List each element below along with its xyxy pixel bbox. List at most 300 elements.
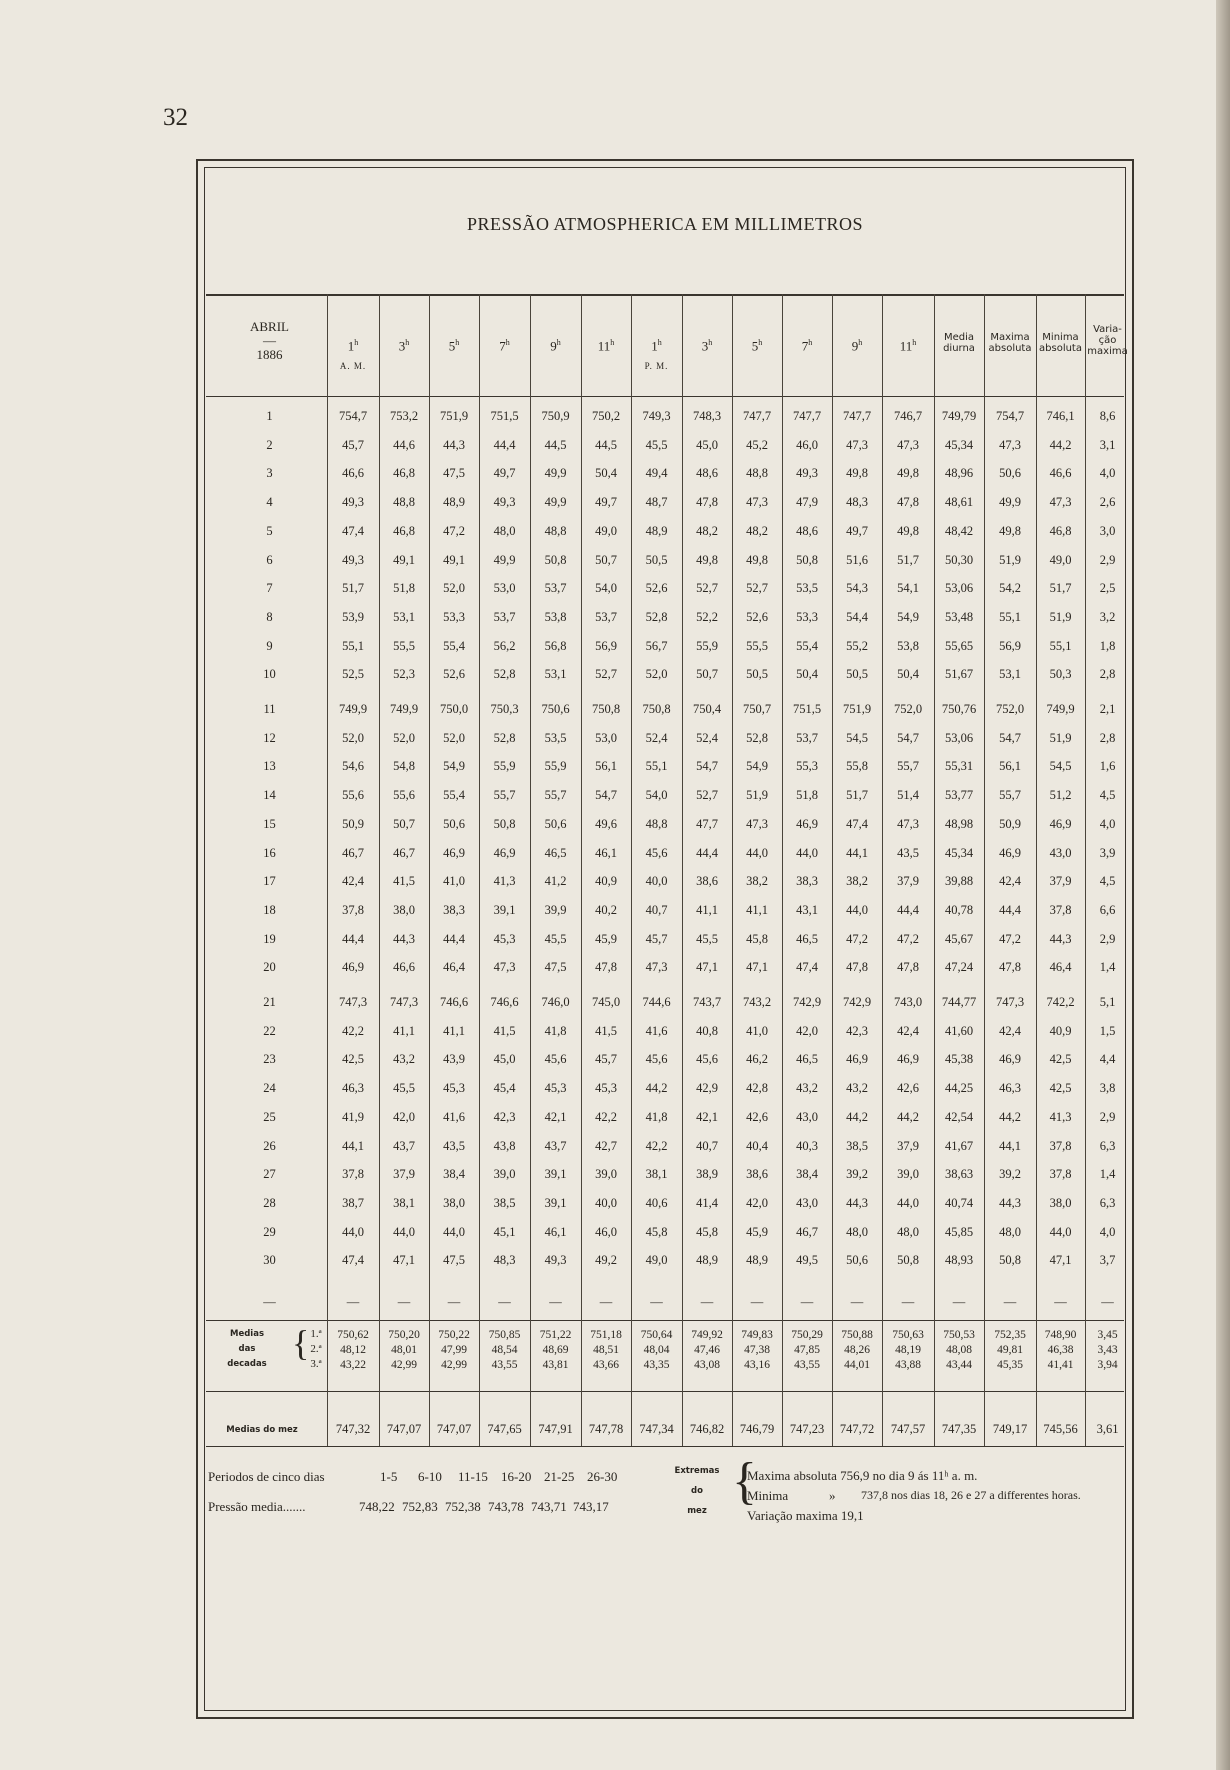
table-cell: 49,9 — [493, 552, 516, 567]
table-cell: 44,2 — [999, 1109, 1021, 1124]
table-cell: 41,3 — [493, 874, 516, 889]
table-cell: 743,7 — [692, 995, 722, 1009]
table-cell: 42,5 — [342, 1052, 364, 1067]
absolute-max-line: Maxima absoluta 756,9 no dia 9 ás 11ʰ a. m. — [747, 1468, 978, 1483]
dash-cell: — — [901, 1295, 915, 1309]
hour-number: 7 — [801, 338, 809, 354]
table-cell: 48,8 — [645, 816, 668, 831]
table-cell: 46,0 — [595, 1224, 617, 1239]
decade-cell: 751,22 — [539, 1329, 572, 1341]
footer-top-rule — [206, 1446, 1124, 1447]
header-media1: Media — [943, 332, 975, 343]
table-cell: 45,5 — [645, 437, 668, 452]
table-cell: 44,0 — [897, 1195, 919, 1210]
row-day: 18 — [263, 902, 276, 917]
table-cell: 52,0 — [645, 667, 668, 682]
table-cell: 55,4 — [796, 638, 818, 653]
periods-label: Periodos de cinco dias — [208, 1469, 325, 1484]
decade-cell: 47,46 — [694, 1344, 720, 1356]
table-cell: 46,9 — [796, 816, 818, 831]
table-cell: 43,0 — [1049, 845, 1072, 860]
table-cell: 39,1 — [493, 902, 516, 917]
table-cell: 50,8 — [999, 1253, 1021, 1268]
table-cell: 42,4 — [999, 1023, 1021, 1038]
table-cell: 45,9 — [595, 931, 617, 946]
table-cell: 50,8 — [796, 552, 818, 567]
header-minima2: absoluta — [1039, 343, 1082, 354]
table-cell: 49,8 — [999, 523, 1021, 538]
table-cell: 37,9 — [393, 1167, 415, 1182]
table-cell: 53,7 — [493, 609, 516, 624]
table-cell: 44,3 — [846, 1195, 868, 1210]
table-cell: 55,1 — [1049, 638, 1072, 653]
table-cell: 49,7 — [493, 466, 516, 481]
table-cell: 48,7 — [645, 495, 668, 510]
table-cell: 746,0 — [541, 995, 570, 1009]
table-cell: 48,3 — [846, 495, 868, 510]
table-cell: 46,9 — [1049, 816, 1072, 831]
table-cell: 44,0 — [796, 845, 818, 860]
row-day: 21 — [263, 995, 276, 1009]
hour-suffix: h — [657, 338, 662, 347]
table-cell: 41,2 — [544, 874, 567, 889]
table-cell: 38,3 — [443, 902, 465, 917]
table-cell: 42,8 — [746, 1081, 768, 1096]
table-cell: 52,7 — [595, 667, 617, 682]
table-cell: 47,4 — [846, 816, 868, 831]
table-cell: 48,42 — [944, 523, 974, 538]
header-minima — [1036, 332, 1085, 382]
hour-number: 1 — [347, 338, 355, 354]
table-cell: 42,5 — [1049, 1052, 1072, 1067]
table-cell: 742,9 — [792, 995, 822, 1009]
table-cell: 49,3 — [493, 495, 516, 510]
table-cell: 43,5 — [897, 845, 919, 860]
table-cell: 748,3 — [692, 409, 722, 423]
table-cell: 2,9 — [1099, 931, 1116, 946]
table-cell: 38,63 — [944, 1167, 974, 1182]
table-cell: 48,6 — [796, 523, 818, 538]
table-cell: 49,8 — [897, 466, 919, 481]
table-cell: 53,7 — [595, 609, 617, 624]
decade-label-line: das — [238, 1344, 256, 1354]
dash-cell: — — [447, 1295, 461, 1309]
decade-cell: 749,92 — [691, 1329, 723, 1341]
table-cell: 44,2 — [846, 1109, 868, 1124]
table-cell: 43,2 — [393, 1052, 415, 1067]
minima-ditto: » — [829, 1488, 836, 1503]
table-cell: 55,65 — [944, 638, 974, 653]
table-cell: 53,1 — [999, 667, 1021, 682]
hour-number: 11 — [899, 338, 913, 354]
decade-cell: 3,94 — [1097, 1359, 1118, 1371]
table-cell: 42,0 — [393, 1109, 415, 1124]
table-cell: 41,1 — [393, 1023, 415, 1038]
table-cell: 48,9 — [746, 1253, 768, 1268]
dash-cell: — — [1054, 1295, 1067, 1309]
table-cell: 53,3 — [443, 609, 465, 624]
row-day: 2 — [266, 437, 273, 452]
table-cell: 54,2 — [999, 581, 1021, 596]
decade-cell: 43,35 — [643, 1359, 670, 1371]
dash-cell: — — [850, 1295, 864, 1309]
table-cell: 44,25 — [944, 1081, 974, 1096]
table-cell: 44,1 — [999, 1138, 1021, 1153]
table-cell: 49,0 — [1049, 552, 1072, 567]
table-cell: 44,0 — [1049, 1224, 1072, 1239]
table-cell: 37,8 — [342, 902, 364, 917]
table-cell: 50,3 — [1049, 667, 1072, 682]
table-cell: 55,7 — [544, 788, 567, 803]
dash-cell: — — [650, 1295, 663, 1309]
table-cell: 46,4 — [443, 960, 465, 975]
page-number: 32 — [163, 104, 188, 131]
row-day: 17 — [263, 874, 276, 889]
table-cell: 47,4 — [796, 960, 818, 975]
table-cell: 46,1 — [595, 845, 617, 860]
extremas-label-line: Extremas — [674, 1466, 720, 1476]
table-cell: 47,2 — [897, 931, 919, 946]
table-cell: 4,5 — [1099, 874, 1116, 889]
table-cell: 43,5 — [443, 1138, 465, 1153]
table-cell: 45,5 — [393, 1081, 415, 1096]
month-mean-cell: 3,61 — [1096, 1422, 1119, 1436]
decade-cell: 3,43 — [1097, 1344, 1118, 1356]
table-cell: 44,4 — [696, 845, 718, 860]
header-hour-8 — [682, 336, 732, 376]
table-cell: 37,8 — [342, 1167, 364, 1182]
month-mean-cell: 747,72 — [839, 1422, 875, 1436]
pressure-value: 743,78 — [488, 1499, 524, 1514]
table-cell: 56,1 — [595, 759, 617, 774]
period-range: 16-20 — [501, 1469, 532, 1484]
table-cell: 47,3 — [1049, 495, 1072, 510]
table-cell: 47,24 — [944, 960, 974, 975]
table-cell: 40,7 — [696, 1138, 718, 1153]
hour-suffix: h — [708, 338, 713, 347]
table-cell: 38,5 — [846, 1138, 868, 1153]
table-cell: 46,5 — [796, 1052, 818, 1067]
table-cell: 747,3 — [338, 995, 368, 1009]
header-media — [934, 332, 984, 382]
table-cell: 750,4 — [692, 702, 722, 716]
decade-cell: 48,26 — [844, 1344, 870, 1356]
table-cell: 49,9 — [999, 495, 1021, 510]
table-cell: 42,5 — [1049, 1081, 1072, 1096]
table-cell: 47,3 — [897, 437, 919, 452]
table-cell: 39,0 — [493, 1167, 516, 1182]
header-bottom-rule — [206, 396, 1124, 397]
table-cell: 53,48 — [944, 609, 974, 624]
table-cell: 37,9 — [897, 874, 919, 889]
header-maxima1: Maxima — [990, 332, 1030, 343]
table-cell: 39,0 — [595, 1167, 617, 1182]
table-cell: 2,1 — [1099, 702, 1116, 716]
hour-suffix: h — [556, 338, 561, 347]
table-cell: 55,8 — [846, 759, 868, 774]
table-cell: 45,3 — [443, 1081, 465, 1096]
table-cell: 47,1 — [393, 1253, 415, 1268]
dash-cell: — — [549, 1295, 562, 1309]
table-cell: 38,1 — [645, 1167, 668, 1182]
row-day: 22 — [263, 1023, 276, 1038]
table-cell: 45,5 — [544, 931, 567, 946]
table-cell: 55,5 — [393, 638, 415, 653]
table-cell: 45,85 — [944, 1224, 974, 1239]
header-maxima2: absoluta — [988, 343, 1032, 354]
table-cell: 44,2 — [1049, 437, 1072, 452]
table-cell: 53,7 — [544, 581, 567, 596]
table-cell: 747,7 — [842, 409, 872, 423]
table-cell: 45,9 — [746, 1224, 768, 1239]
hour-suffix: h — [505, 338, 510, 347]
table-cell: 744,6 — [642, 995, 671, 1009]
table-cell: 49,0 — [645, 1253, 668, 1268]
table-cell: 49,1 — [443, 552, 465, 567]
month-means-label: Medias do mez — [226, 1425, 298, 1435]
table-cell: 52,6 — [746, 609, 768, 624]
header-top-rule — [206, 294, 1124, 296]
table-cell: 54,8 — [393, 759, 415, 774]
table-cell: 750,6 — [541, 702, 570, 716]
row-day: 9 — [266, 638, 273, 653]
decade-cell: 750,88 — [841, 1329, 873, 1341]
period-range: 1-5 — [380, 1469, 398, 1484]
table-cell: 754,7 — [995, 409, 1025, 423]
table-cell: 47,8 — [897, 960, 919, 975]
table-cell: 46,0 — [796, 437, 818, 452]
table-cell: 48,0 — [999, 1224, 1021, 1239]
table-cell: 45,34 — [944, 845, 974, 860]
row-day: 11 — [263, 702, 276, 716]
table-cell: 1,8 — [1099, 638, 1116, 653]
decade-label-line: Medias — [229, 1329, 265, 1339]
table-cell: 49,8 — [746, 552, 768, 567]
table-cell: 55,5 — [746, 638, 768, 653]
table-cell: 47,9 — [796, 495, 818, 510]
table-cell: 41,1 — [746, 902, 768, 917]
table-cell: 40,4 — [746, 1138, 768, 1153]
month-mean-cell: 747,07 — [436, 1422, 472, 1436]
table-cell: 3,8 — [1099, 1081, 1116, 1096]
table-cell: 52,0 — [443, 581, 465, 596]
table-cell: 48,3 — [493, 1253, 516, 1268]
decade-cell: 750,62 — [337, 1329, 369, 1341]
table-cell: 4,0 — [1099, 466, 1116, 481]
table-cell: 46,5 — [544, 845, 567, 860]
table-cell: 37,8 — [1049, 1167, 1072, 1182]
table-cell: 41,0 — [746, 1023, 768, 1038]
table-cell: 44,4 — [999, 902, 1021, 917]
extremas-brace: { — [732, 1453, 757, 1510]
month-mean-cell: 746,79 — [739, 1422, 775, 1436]
table-cell: 47,4 — [342, 1253, 364, 1268]
table-cell: 49,8 — [897, 523, 919, 538]
table-cell: 49,3 — [796, 466, 818, 481]
table-cell: 42,3 — [493, 1109, 516, 1124]
table-cell: 2,9 — [1099, 1109, 1116, 1124]
table-cell: 55,31 — [944, 759, 974, 774]
table-cell: 46,8 — [1049, 523, 1072, 538]
table-cell: 42,7 — [595, 1138, 617, 1153]
table-cell: 47,8 — [595, 960, 617, 975]
table-cell: 41,8 — [645, 1109, 668, 1124]
dash-cell: — — [397, 1295, 411, 1309]
table-cell: 50,7 — [393, 816, 415, 831]
table-cell: 45,4 — [493, 1081, 516, 1096]
table-cell: 2,8 — [1099, 730, 1116, 745]
table-cell: 4,5 — [1099, 788, 1116, 803]
header-year: 1886 — [256, 347, 283, 362]
table-cell: 45,6 — [645, 845, 668, 860]
table-cell: 45,3 — [595, 1081, 617, 1096]
table-cell: 37,9 — [897, 1138, 919, 1153]
table-cell: 45,2 — [746, 437, 768, 452]
table-cell: 43,1 — [796, 902, 818, 917]
header-variacao1: Varia- — [1093, 324, 1122, 335]
decade-cell: 43,44 — [946, 1359, 972, 1371]
table-cell: 53,5 — [544, 730, 567, 745]
table-cell: 46,3 — [342, 1081, 364, 1096]
table-cell: 2,9 — [1099, 552, 1116, 567]
dash-cell: — — [952, 1295, 966, 1309]
decade-cell: 46,38 — [1047, 1344, 1074, 1356]
table-cell: 45,6 — [544, 1052, 567, 1067]
table-cell: 751,9 — [842, 702, 872, 716]
table-cell: 47,1 — [696, 960, 718, 975]
header-hour-6 — [581, 336, 631, 376]
table-cell: 46,7 — [796, 1224, 818, 1239]
table-cell: 43,0 — [796, 1195, 818, 1210]
minima-label: Minima — [747, 1488, 789, 1503]
table-cell: 40,6 — [645, 1195, 668, 1210]
table-cell: 54,5 — [846, 730, 868, 745]
table-cell: 46,5 — [796, 931, 818, 946]
decade-ordinal: 3.ª — [310, 1358, 322, 1370]
table-cell: 42,0 — [796, 1023, 818, 1038]
month-mean-cell: 747,35 — [941, 1422, 977, 1436]
table-cell: 55,1 — [342, 638, 364, 653]
table-cell: 49,0 — [595, 523, 617, 538]
table-cell: 41,5 — [493, 1023, 516, 1038]
table-cell: 42,2 — [595, 1109, 617, 1124]
header-month-block — [217, 320, 322, 380]
hour-number: 1 — [651, 338, 658, 354]
table-cell: 38,4 — [796, 1167, 818, 1182]
table-cell: 52,8 — [746, 730, 768, 745]
table-cell: 44,3 — [1049, 931, 1072, 946]
month-mean-cell: 747,57 — [890, 1422, 926, 1436]
table-cell: 55,9 — [493, 759, 516, 774]
variation-line: Variação maxima 19,1 — [747, 1508, 864, 1523]
page-spine — [1216, 0, 1230, 1770]
table-cell: 41,1 — [696, 902, 718, 917]
row-day: 28 — [263, 1195, 276, 1210]
table-cell: 47,4 — [342, 523, 364, 538]
table-cell: 51,9 — [1049, 609, 1072, 624]
hour-number: 11 — [597, 338, 611, 354]
table-cell: 1,4 — [1099, 1167, 1116, 1182]
table-cell: 54,4 — [846, 609, 868, 624]
row-day: 8 — [266, 609, 273, 624]
pressure-value: 743,71 — [531, 1499, 567, 1514]
table-cell: 746,6 — [490, 995, 519, 1009]
table-cell: 55,9 — [544, 759, 567, 774]
table-cell: 41,1 — [443, 1023, 465, 1038]
table-cell: 746,1 — [1046, 409, 1075, 423]
table-cell: 52,0 — [393, 730, 415, 745]
table-cell: 44,3 — [443, 437, 465, 452]
table-cell: 40,0 — [645, 874, 668, 889]
table-cell: 750,2 — [591, 409, 621, 423]
table-cell: 48,9 — [443, 495, 465, 510]
table-cell: 51,9 — [999, 552, 1021, 567]
table-cell: 52,8 — [493, 730, 516, 745]
table-cell: 51,8 — [796, 788, 818, 803]
table-cell: 54,7 — [696, 759, 718, 774]
table-cell: 42,1 — [696, 1109, 718, 1124]
table-cell: 48,93 — [944, 1253, 974, 1268]
dash-cell: — — [346, 1295, 360, 1309]
row-day: 16 — [263, 845, 276, 860]
table-cell: 44,0 — [342, 1224, 364, 1239]
table-cell: 46,9 — [493, 845, 516, 860]
row-day: 26 — [263, 1138, 276, 1153]
table-cell: 38,4 — [443, 1167, 465, 1182]
decade-cell: 750,20 — [388, 1329, 420, 1341]
table-cell: 49,8 — [696, 552, 718, 567]
minima-detail: 737,8 nos dias 18, 26 e 27 a differentes horas. — [861, 1488, 1081, 1502]
header-hour-2 — [379, 336, 429, 376]
decade-ordinal: 2.ª — [310, 1343, 322, 1355]
extremas-label-line: mez — [687, 1506, 707, 1516]
table-cell: 751,5 — [490, 409, 519, 423]
decade-cell: 48,12 — [340, 1344, 366, 1356]
table-cell: 41,0 — [443, 874, 465, 889]
pressure-value: 743,17 — [573, 1499, 609, 1514]
table-cell: 48,98 — [944, 816, 974, 831]
table-cell: 54,9 — [897, 609, 919, 624]
table-cell: 53,0 — [493, 581, 516, 596]
table-cell: 743,2 — [742, 995, 772, 1009]
hour-suffix: h — [354, 338, 359, 347]
period-range: 26-30 — [587, 1469, 618, 1484]
table-cell: 56,9 — [999, 638, 1021, 653]
table-cell: 55,6 — [342, 788, 364, 803]
table-cell: 1,4 — [1099, 960, 1116, 975]
table-cell: 47,3 — [645, 960, 668, 975]
table-cell: 742,2 — [1046, 995, 1075, 1009]
table-cell: 750,8 — [591, 702, 621, 716]
table-cell: 56,8 — [544, 638, 567, 653]
table-cell: 41,3 — [1049, 1109, 1072, 1124]
table-cell: 38,0 — [443, 1195, 465, 1210]
hour-suffix: h — [405, 338, 410, 347]
table-cell: 41,8 — [544, 1023, 567, 1038]
table-cell: 44,2 — [897, 1109, 919, 1124]
month-top-rule — [206, 1391, 1124, 1392]
table-cell: 48,8 — [393, 495, 415, 510]
decade-cell: 3,45 — [1097, 1329, 1118, 1341]
table-cell: 43,8 — [493, 1138, 516, 1153]
decade-cell: 48,69 — [542, 1344, 569, 1356]
table-cell: 47,1 — [1049, 1253, 1072, 1268]
dash-cell: — — [1101, 1295, 1114, 1309]
table-cell: 41,5 — [595, 1023, 617, 1038]
table-cell: 46,1 — [544, 1224, 567, 1239]
table-cell: 742,9 — [842, 995, 872, 1009]
table-cell: 45,38 — [944, 1052, 974, 1067]
